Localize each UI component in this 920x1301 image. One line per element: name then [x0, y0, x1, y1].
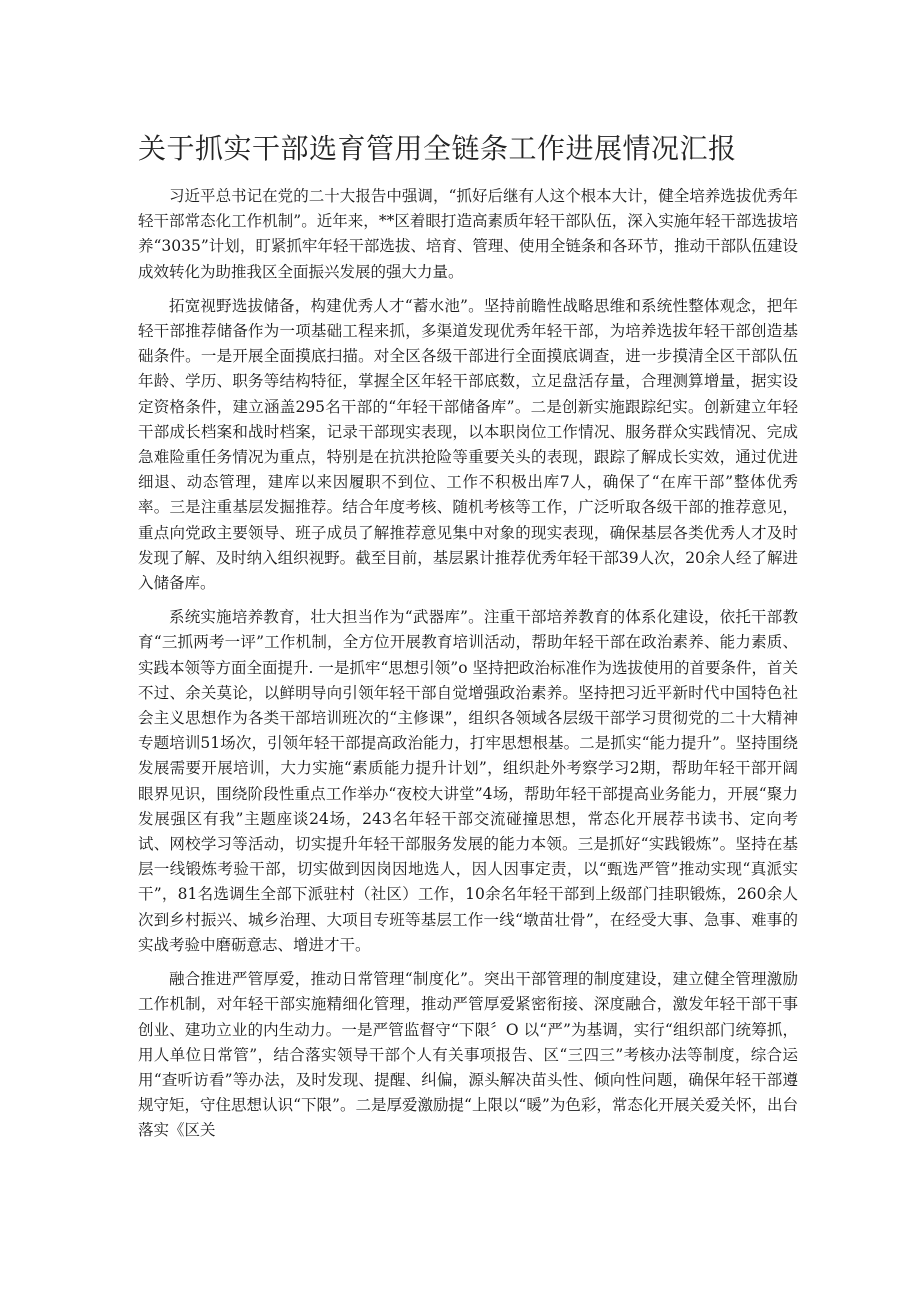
paragraph-intro: 习近平总书记在党的二十大报告中强调，“抓好后继有人这个根本大计，健全培养选拔优秀年轻干部常态化工作机制”。近年来，**区着眼打造高素质年轻干部队伍，深入实施年轻干部选拔培养“3035”计划，盯紧抓牢年轻干部选拔、培育、管理、使用全链条和各环节，推动干部队伍建设成效转化为助推我区全面振兴发展的强大力量。 [138, 187, 798, 281]
paragraph-strict-management: 融合推进严管厚爱，推动日常管理“制度化”。突出干部管理的制度建设，建立健全管理激励工作机制，对年轻干部实施精细化管理，推动严管厚爱紧密衔接、深度融合，激发年轻干部干事创业、建功立业的内生动力。一是严管监督守“下限〞O 以“严”为基调，实行“组织部门统筹抓，用人单位日常管”，结合落实领导干部个人有关事项报告、区“三四三”考核办法等制度，综合运用“查听访看”等办法，及时发现、提醒、纠偏，源头解决苗头性、倾向性问题，确保年轻干部遵规守矩，守住思想认识“下限”。二是厚爱激励提“上限以“暖”为色彩，常态化开展关爱关怀，出台落实《区关 [138, 970, 798, 1140]
paragraph-selection-reserve: 拓宽视野选拔储备，构建优秀人才“蓄水池”。坚持前瞻性战略思维和系统性整体观念，把年轻干部推荐储备作为一项基础工程来抓，多渠道发现优秀年轻干部，为培养选拔年轻干部创造基础条件。一是开展全面摸底扫描。对全区各级干部进行全面摸底调查，进一步摸清全区干部队伍年龄、学历、职务等结构特征，掌握全区年轻干部底数，立足盘活存量，合理测算增量，据实设定资格条件，建立涵盖295名干部的“年轻干部储备库”。二是创新实施跟踪纪实。创新建立年轻干部成长档案和战时档案，记录干部现实表现，以本职岗位工作情况、服务群众实践情况、完成急难险重任务情况为重点，特别是在抗洪抢险等重要关头的表现，跟踪了解成长实效，通过优进细退、动态管理，建库以来因履职不到位、工作不积极出库7人，确保了“在库干部”整体优秀率。三是注重基层发掘推荐。结合年度考核、随机考核等工作，广泛听取各级干部的推荐意见，重点向党政主要领导、班子成员了解推荐意见集中对象的现实表现，确保基层各类优秀人才及时发现了解、及时纳入组织视野。截至目前，基层累计推荐优秀年轻干部39人次，20余人经了解进入储备库。 [138, 296, 798, 593]
document-title: 关于抓实干部选育管用全链条工作进展情况汇报 [138, 132, 737, 165]
paragraph-training-education: 系统实施培养教育，壮大担当作为“武器库”。注重干部培养教育的体系化建设，依托干部教育“三抓两考一评”工作机制，全方位开展教育培训活动，帮助年轻干部在政治素养、能力素质、实践本领等方面全面提升. 一是抓牢“思想引领”o 坚持把政治标准作为选拔使用的首要条件，首关不过、余关莫论，以鲜明导向引领年轻干部自觉增强政治素养。坚持把习近平新时代中国特色社会主义思想作为各类干部培训班次的“主修课”，组织各领域各层级干部学习贯彻党的二十大精神专题培训51场次，引领年轻干部提高政治能力，打牢思想根基。二是抓实“能力提升”。坚持围绕发展需要开展培训，大力实施“素质能力提升计划”，组织赴外考察学习2期，帮助年轻干部开阔眼界见识，围绕阶段性重点工作举办“夜校大讲堂”4场，帮助年轻干部提高业务能力，开展“聚力发展强区有我”主题座谈24场，243名年轻干部交流碰撞思想，常态化开展荐书读书、定向考试、网校学习等活动，切实提升年轻干部服务发展的能力本领。三是抓好“实践锻炼”。坚持在基层一线锻炼考验干部，切实做到因岗因地选人，因人因事定责，以“甄选严管”推动实现“真派实干”，81名选调生全部下派驻村（社区）工作，10余名年轻干部到上级部门挂职锻炼，260余人次到乡村振兴、城乡治理、大项目专班等基层工作一线“墩苗壮骨”，在经受大事、急事、难事的实战考验中磨砺意志、增进才干。 [138, 608, 798, 954]
document-page [138, 128, 798, 1153]
